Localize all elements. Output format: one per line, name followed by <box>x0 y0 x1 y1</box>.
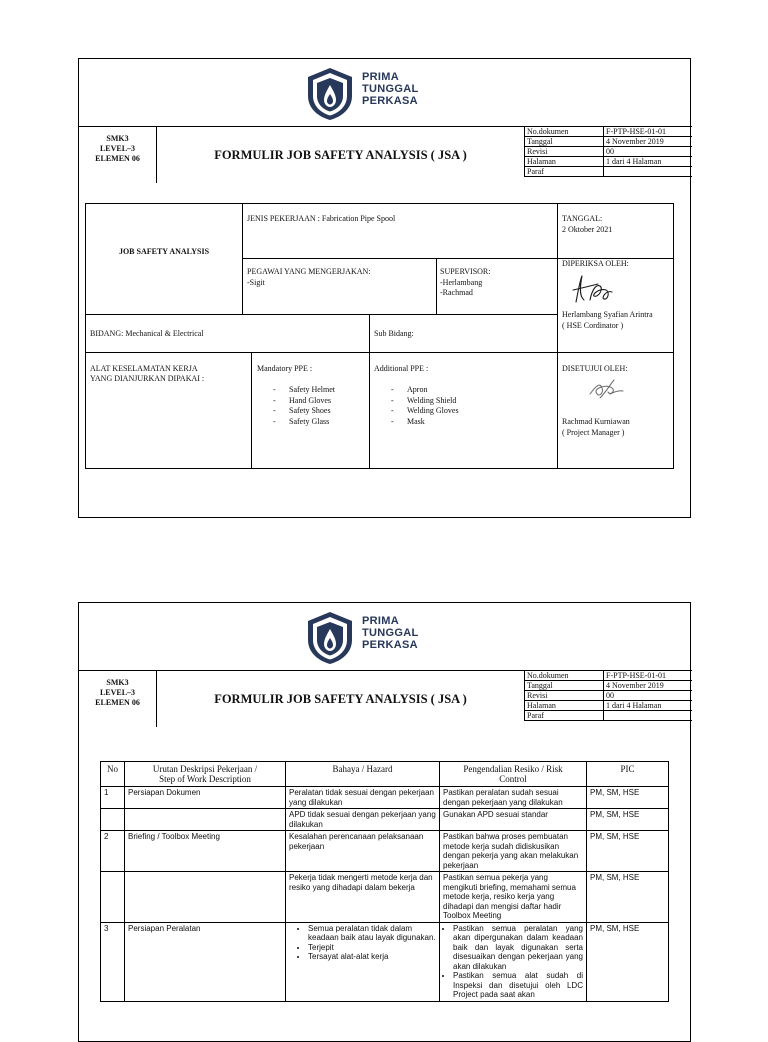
cell-no <box>101 809 125 831</box>
disetujui-label: DISETUJUI OLEH: <box>562 364 628 373</box>
cell-step <box>125 872 286 923</box>
shield-logo-icon <box>305 610 355 665</box>
cell-hazard: Peralatan tidak sesuai dengan pekerjaan yang dilakukan <box>286 787 440 809</box>
cell-hazard: Pekerja tidak mengerti metode kerja dan resiko yang dihadapi dalam bekerja <box>286 872 440 923</box>
doc-row <box>525 137 693 147</box>
company-logo <box>79 603 690 671</box>
elemen-text: ELEMEN 06 <box>95 698 140 707</box>
smk-text: SMK3 <box>106 678 129 687</box>
doc-row <box>525 681 693 691</box>
doc-label: Tanggal <box>525 137 604 147</box>
cell-pic: PM, SM, HSE <box>587 809 669 831</box>
doc-label: Paraf <box>525 167 604 177</box>
doc-label: Tanggal <box>525 681 604 691</box>
doc-value <box>604 711 693 721</box>
doc-value: 00 <box>604 147 693 157</box>
brand-line-2: TUNGGAL <box>362 83 419 95</box>
cell-hazard: Kesalahan perencanaan pelaksanaan pekerjaan <box>286 831 440 872</box>
cell-step <box>125 809 286 831</box>
disetujui-name: Rachmad Kurniawan <box>562 417 630 426</box>
level-text: LEVEL–3 <box>99 144 136 153</box>
doc-label: No.dokumen <box>525 127 604 137</box>
diperiksa-name: Herlambang Syafian Arintra <box>562 310 653 319</box>
cell-control: Pastikan semua pekerja yang mengikuti briefing, memahami semua metode kerja, resiko kerja yang dihadapi dan mengisi daftar hadir Toolbox Meeting <box>440 872 587 923</box>
list-item: - Welding Gloves <box>391 406 459 417</box>
smk-label <box>79 671 157 727</box>
list-item: • Semua peralatan tidak dalam keadaan baik atau layak digunakan. <box>308 924 436 943</box>
doc-label: Paraf <box>525 711 604 721</box>
jsa-table <box>100 761 669 1002</box>
control-list <box>443 924 583 1000</box>
brand-name <box>362 71 418 107</box>
mandatory-ppe-cell <box>251 352 370 469</box>
sub-bidang-cell <box>369 314 558 353</box>
col-hazard-header: Bahaya / Hazard <box>286 762 440 787</box>
table-row <box>101 809 669 831</box>
step-header-line-1: Urutan Deskripsi Pekerjaan / <box>152 764 258 774</box>
col-control-header <box>440 762 587 787</box>
doc-label: No.dokumen <box>525 671 604 681</box>
table-header-row <box>101 762 669 787</box>
brand-line-3: PERKASA <box>362 639 418 651</box>
brand-name <box>362 615 418 651</box>
doc-value: 1 dari 4 Halaman <box>604 701 693 711</box>
pegawai-value: -Sigit <box>247 278 265 287</box>
cell-control: Pastikan bahwa proses pembuatan metode kerja sudah didiskusikan dengan pekerja yang akan melakukan pekerjaan <box>440 831 587 872</box>
doc-row <box>525 147 693 157</box>
smk-label <box>79 127 157 183</box>
form-page-1 <box>78 58 691 518</box>
doc-value: 4 November 2019 <box>604 137 693 147</box>
form-page-2 <box>78 602 691 1042</box>
col-pic-header: PIC <box>587 762 669 787</box>
form-header <box>79 126 692 184</box>
cell-pic: PM, SM, HSE <box>587 787 669 809</box>
control-header-line-2: Control <box>499 774 527 784</box>
jsa-title-cell <box>85 203 243 315</box>
doc-value: F-PTP-HSE-01-01 <box>604 671 693 681</box>
doc-value <box>604 167 693 177</box>
cell-control <box>440 922 587 1001</box>
level-text: LEVEL–3 <box>99 688 136 697</box>
supervisor-label: SUPERVISOR: <box>440 267 491 276</box>
control-header-line-1: Pengendalian Resiko / Risk <box>463 764 563 774</box>
doc-label: Halaman <box>525 701 604 711</box>
smk-text: SMK3 <box>106 134 129 143</box>
doc-row <box>525 157 693 167</box>
list-item: - Apron <box>391 385 459 396</box>
list-item: - Safety Shoes <box>273 406 335 417</box>
tanggal-label: TANGGAL: <box>562 214 603 223</box>
cell-no: 2 <box>101 831 125 872</box>
cell-pic: PM, SM, HSE <box>587 922 669 1001</box>
doc-value: 1 dari 4 Halaman <box>604 157 693 167</box>
cell-pic: PM, SM, HSE <box>587 831 669 872</box>
cell-step: Persiapan Dokumen <box>125 787 286 809</box>
elemen-text: ELEMEN 06 <box>95 154 140 163</box>
list-item: • Tersayat alat-alat kerja <box>308 952 436 962</box>
list-item: • Pastikan semua alat sudah di Inspeksi dan disetujui oleh LDC Project pada saat akan <box>453 971 583 1000</box>
additional-list <box>391 385 459 427</box>
cell-no: 1 <box>101 787 125 809</box>
table-row <box>101 922 669 1001</box>
cell-control: Gunakan APD sesuai standar <box>440 809 587 831</box>
alat-cell <box>85 352 252 469</box>
doc-value: 00 <box>604 691 693 701</box>
diperiksa-cell <box>557 258 674 353</box>
hazard-list <box>298 924 436 962</box>
doc-row <box>525 127 693 137</box>
mandatory-list <box>273 385 335 427</box>
jenis-pekerjaan: JENIS PEKERJAAN : Fabrication Pipe Spool <box>247 214 396 223</box>
col-step-header <box>125 762 286 787</box>
pegawai-cell <box>242 258 437 315</box>
alat-line-1: ALAT KESELAMATAN KERJA <box>90 364 198 373</box>
jenis-pekerjaan-cell <box>242 203 558 259</box>
document-info-table <box>524 127 692 177</box>
cell-control: Pastikan peralatan sudah sesuai dengan pekerjaan yang dilakukan <box>440 787 587 809</box>
brand-line-1: PRIMA <box>362 615 399 627</box>
diperiksa-role: ( HSE Cordinator ) <box>562 321 624 330</box>
list-item: - Welding Shield <box>391 396 459 407</box>
pegawai-label: PEGAWAI YANG MENGERJAKAN: <box>247 267 371 276</box>
doc-label: Revisi <box>525 691 604 701</box>
cell-step: Briefing / Toolbox Meeting <box>125 831 286 872</box>
doc-label: Halaman <box>525 157 604 167</box>
cell-no: 3 <box>101 922 125 1001</box>
col-no-header: No <box>101 762 125 787</box>
cell-hazard <box>286 922 440 1001</box>
doc-row <box>525 691 693 701</box>
list-item: • Pastikan semua peralatan yang akan dipergunakan dalam keadaan baik dan layak digunakan serta disesuaikan dengan pekerjaan yang akan dilakukan <box>453 924 583 972</box>
doc-value: F-PTP-HSE-01-01 <box>604 127 693 137</box>
supervisor-name-1: -Herlambang <box>440 278 483 287</box>
step-header-line-2: Step of Work Description <box>159 774 251 784</box>
document-info-table <box>524 671 692 721</box>
diperiksa-label: DIPERIKSA OLEH: <box>562 259 629 268</box>
mandatory-label: Mandatory PPE : <box>257 364 313 373</box>
list-item: - Mask <box>391 417 459 428</box>
bidang-cell <box>85 314 370 353</box>
list-item: - Safety Helmet <box>273 385 335 396</box>
doc-row <box>525 671 693 681</box>
cell-pic: PM, SM, HSE <box>587 872 669 923</box>
alat-line-2: YANG DIANJURKAN DIPAKAI : <box>90 374 205 383</box>
table-row <box>101 787 669 809</box>
disetujui-cell <box>557 352 674 469</box>
cell-no <box>101 872 125 923</box>
list-item: - Safety Glass <box>273 417 335 428</box>
table-row <box>101 831 669 872</box>
disetujui-role: ( Project Manager ) <box>562 428 625 437</box>
signature-pm-icon <box>586 378 626 402</box>
doc-label: Revisi <box>525 147 604 157</box>
brand-line-2: TUNGGAL <box>362 627 419 639</box>
form-title: FORMULIR JOB SAFETY ANALYSIS ( JSA ) <box>214 147 467 162</box>
doc-row <box>525 167 693 177</box>
cell-step: Persiapan Peralatan <box>125 922 286 1001</box>
tanggal-value: 2 Oktober 2021 <box>562 225 613 234</box>
form-header <box>79 670 692 728</box>
doc-row <box>525 711 693 721</box>
additional-ppe-cell <box>369 352 558 469</box>
doc-row <box>525 701 693 711</box>
list-item: • Terjepit <box>308 943 436 953</box>
brand-line-1: PRIMA <box>362 71 399 83</box>
additional-label: Additional PPE : <box>374 364 429 373</box>
shield-logo-icon <box>305 66 355 121</box>
signature-hse-icon <box>570 272 616 306</box>
cell-hazard: APD tidak sesuai dengan pekerjaan yang dilakukan <box>286 809 440 831</box>
jsa-section-title: JOB SAFETY ANALYSIS <box>118 247 210 256</box>
company-logo <box>79 59 690 127</box>
supervisor-cell <box>436 258 558 315</box>
doc-value: 4 November 2019 <box>604 681 693 691</box>
table-row <box>101 872 669 923</box>
bidang: BIDANG: Mechanical & Electrical <box>90 329 204 338</box>
brand-line-3: PERKASA <box>362 95 418 107</box>
supervisor-name-2: -Rachmad <box>440 288 473 297</box>
sub-bidang: Sub Bidang: <box>374 329 414 338</box>
list-item: - Hand Gloves <box>273 396 335 407</box>
tanggal-cell <box>557 203 674 259</box>
form-title: FORMULIR JOB SAFETY ANALYSIS ( JSA ) <box>214 691 467 706</box>
